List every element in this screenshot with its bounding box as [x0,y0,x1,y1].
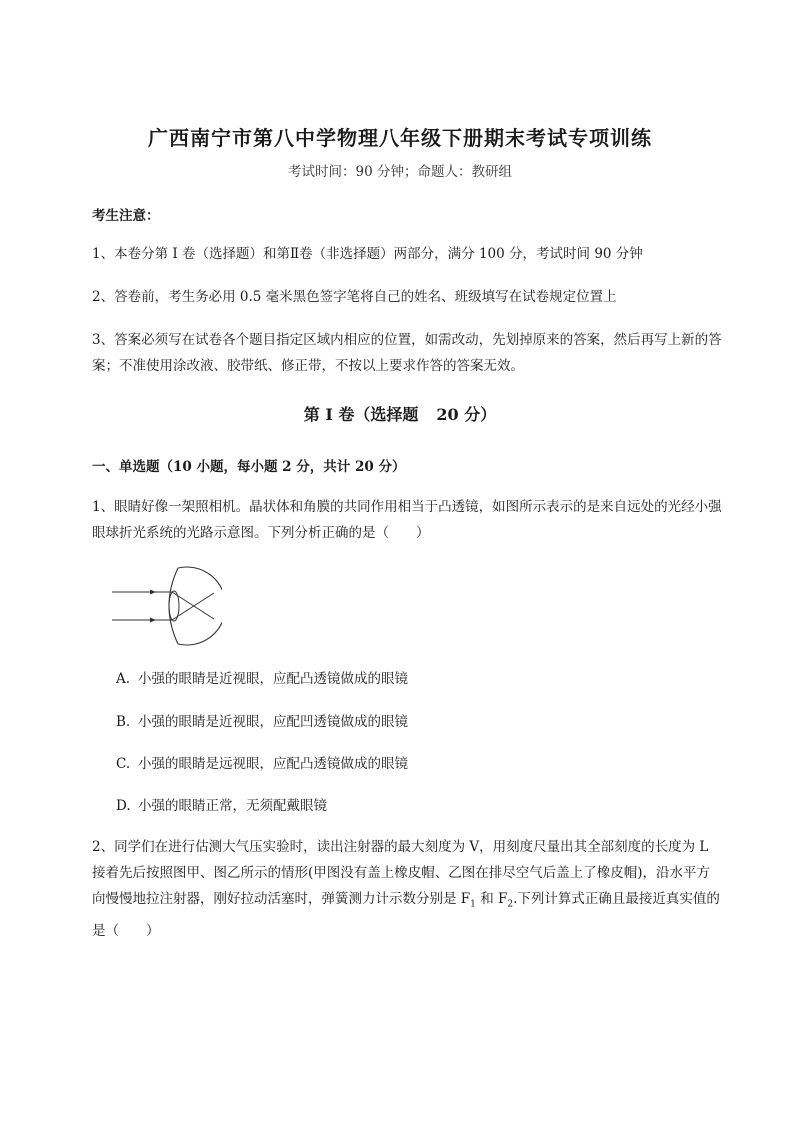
option-c-text: 小强的眼睛是远视眼，应配凸透镜做成的眼镜 [138,756,408,772]
section-title-text: 第 I 卷（选择题 [303,405,419,424]
option-c-letter: C. [116,756,131,772]
option-b-text: 小强的眼睛是近视眼，应配凹透镜做成的眼镜 [138,714,408,730]
exam-subtitle: 考试时间：90 分钟；命题人：教研组 [288,164,512,180]
exam-title: 广西南宁市第八中学物理八年级下册期末考试专项训练 [148,126,652,150]
question-2-text-b: .下列计算式正确且最接近真实值的是（ ） [92,891,720,939]
option-a-letter: A. [116,671,131,687]
eyeball-outline [178,567,222,645]
option-d-letter: D. [116,798,131,814]
section-score: 20 分） [436,405,497,424]
question-2-text-and: 和 F [475,891,508,907]
question-2-stem [92,834,722,944]
notice-item-1: 1、本卷分第 I 卷（选择题）和第Ⅱ卷（非选择题）两部分，满分 100 分，考试时间 90 分钟 [92,246,643,262]
question-2-text-a: 2、同学们在进行估测大气压实验时，读出注射器的最大刻度为 V，用刻度尺量出其全部刻度的长度为 L 接着先后按照图甲、图乙所示的情形(甲图没有盖上橡皮帽、乙图在排尽空气后盖上了橡皮帽)，沿水平方向慢慢地拉注射器，刚好拉动活塞时，弹簧测力计示数分别是 F [92,839,711,907]
question-2-sub-2: 2 [507,899,514,910]
notice-item-3: 3、答案必须写在试卷各个题目指定区域内相应的位置，如需改动，先划掉原来的答案，然后再写上新的答案；不准使用涂改液、胶带纸、修正带，不按以上要求作答的答案无效。 [92,332,722,374]
option-b[interactable] [116,710,408,730]
option-c[interactable] [116,752,408,772]
option-a-text: 小强的眼睛是近视眼，应配凸透镜做成的眼镜 [138,671,408,687]
option-a[interactable] [116,667,408,687]
option-d-text: 小强的眼睛正常，无须配戴眼镜 [138,798,327,814]
arrow-bottom [150,618,156,623]
option-b-letter: B. [116,714,131,730]
cornea-outline [169,568,178,644]
section-title [0,402,800,425]
arrow-top [150,590,156,595]
question-2-sub-1: 1 [470,899,476,910]
eye-ray-diagram [112,565,222,647]
part-title: 一、单选题（10 小题，每小题 2 分，共计 20 分） [92,459,406,475]
notice-item-2: 2、答卷前，考生务必用 0.5 毫米黑色签字笔将自己的姓名、班级填写在试卷规定位置上 [92,289,617,305]
option-d[interactable] [116,794,327,814]
notice-heading: 考生注意： [92,208,160,224]
question-1-stem: 1、眼睛好像一架照相机。晶状体和角膜的共同作用相当于凸透镜，如图所示表示的是来自远处的光经小强眼球折光系统的光路示意图。下列分析正确的是（ ） [92,499,722,541]
